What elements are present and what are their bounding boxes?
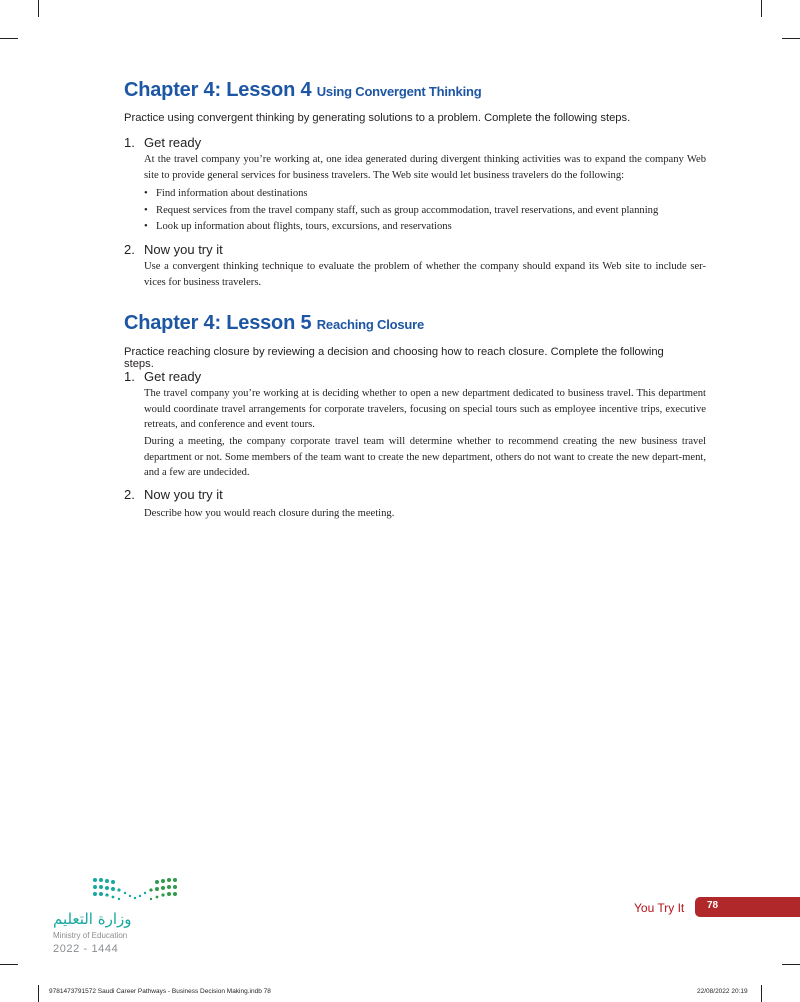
lesson-5-subtitle: Reaching Closure [316,317,425,332]
lesson-4-bullet-list [144,186,706,236]
step-number: 1. [124,135,135,150]
crop-mark [0,38,18,39]
lesson-5-step-1-text: The travel company you’re working at is deciding whether to open a new department dedicated to business travel. This department would coordinate travel arrangements for corporate travelers, focusing on special tours such as employee incentive trips, executive retreats, and conference and event tours. [144,388,706,430]
list-item [144,203,706,220]
ministry-english-name: Ministry of Education [53,931,128,940]
step-title: Now you try it [144,242,223,257]
step-number: 2. [124,242,135,257]
step-number: 1. [124,369,135,384]
step-title: Get ready [144,369,202,384]
lesson-5-step-2-text: Describe how you would reach closure during the meeting. [144,508,395,519]
crop-mark [38,0,39,17]
list-item-text: Request services from the travel company staff, such as group accommodation, travel reservations, and event planning [156,204,659,216]
page-number-tab [695,897,800,917]
lesson-5-step-1-heading [124,369,201,384]
print-slug-date: 22/08/2022 20:19 [697,988,748,995]
bullet-icon: • [144,221,148,232]
crop-mark [761,0,762,17]
bullet-icon: • [144,204,148,216]
ministry-arabic-name: وزارة التعليم [53,910,132,928]
lesson-5-step-2-heading [124,487,223,502]
lesson-4-title: Chapter 4: Lesson 4 [124,79,312,101]
crop-mark [782,38,800,39]
lesson-5-title: Chapter 4: Lesson 5 [124,312,312,334]
crop-mark [782,964,800,965]
lesson-5-heading [124,312,424,335]
list-item-text: Look up information about flights, tours, excursions, and reservations [156,221,452,232]
list-item [144,219,706,236]
lesson-4-step-2-text: Use a convergent thinking technique to evaluate the problem of whether the company should expand its Web site to include ser-vices for business travelers. [144,261,706,288]
step-number: 2. [124,487,135,502]
lesson-4-heading [124,79,481,102]
crop-mark [38,985,39,1002]
ministry-year: 2022 - 1444 [53,943,119,955]
step-title: Get ready [144,135,202,150]
ministry-logo-icon [53,877,183,907]
step-title: Now you try it [144,487,223,502]
lesson-4-intro: Practice using convergent thinking by generating solutions to a problem. Complete the following steps. [124,112,631,124]
bullet-icon: • [144,188,148,199]
lesson-5-intro: Practice reaching closure by reviewing a decision and choosing how to reach closure. Complete the following steps. [124,346,664,370]
crop-mark [0,964,18,965]
lesson-4-step-2-heading [124,242,223,257]
lesson-5-step-1-text-2: During a meeting, the company corporate travel team will determine whether to recommend creating the new business travel department or not. Some members of the team want to create the new department, others do not want to create the new depart-ment, and a few are undecided. [144,436,706,478]
list-item-text: Find information about destinations [156,188,308,199]
list-item [144,186,706,203]
lesson-4-step-1-text: At the travel company you’re working at, one idea generated during divergent thinking activities was to expand the company Web site to provide general services for business travelers. The Web site would let business travelers do the following: [144,154,706,181]
crop-mark [761,985,762,1002]
footer-section-label: You Try It [634,901,685,915]
lesson-4-subtitle: Using Convergent Thinking [316,84,482,99]
lesson-4-step-1-heading [124,135,201,150]
print-slug-file: 9781473791572 Saudi Career Pathways - Business Decision Making.indb 78 [49,988,271,995]
page-number: 78 [707,900,719,911]
